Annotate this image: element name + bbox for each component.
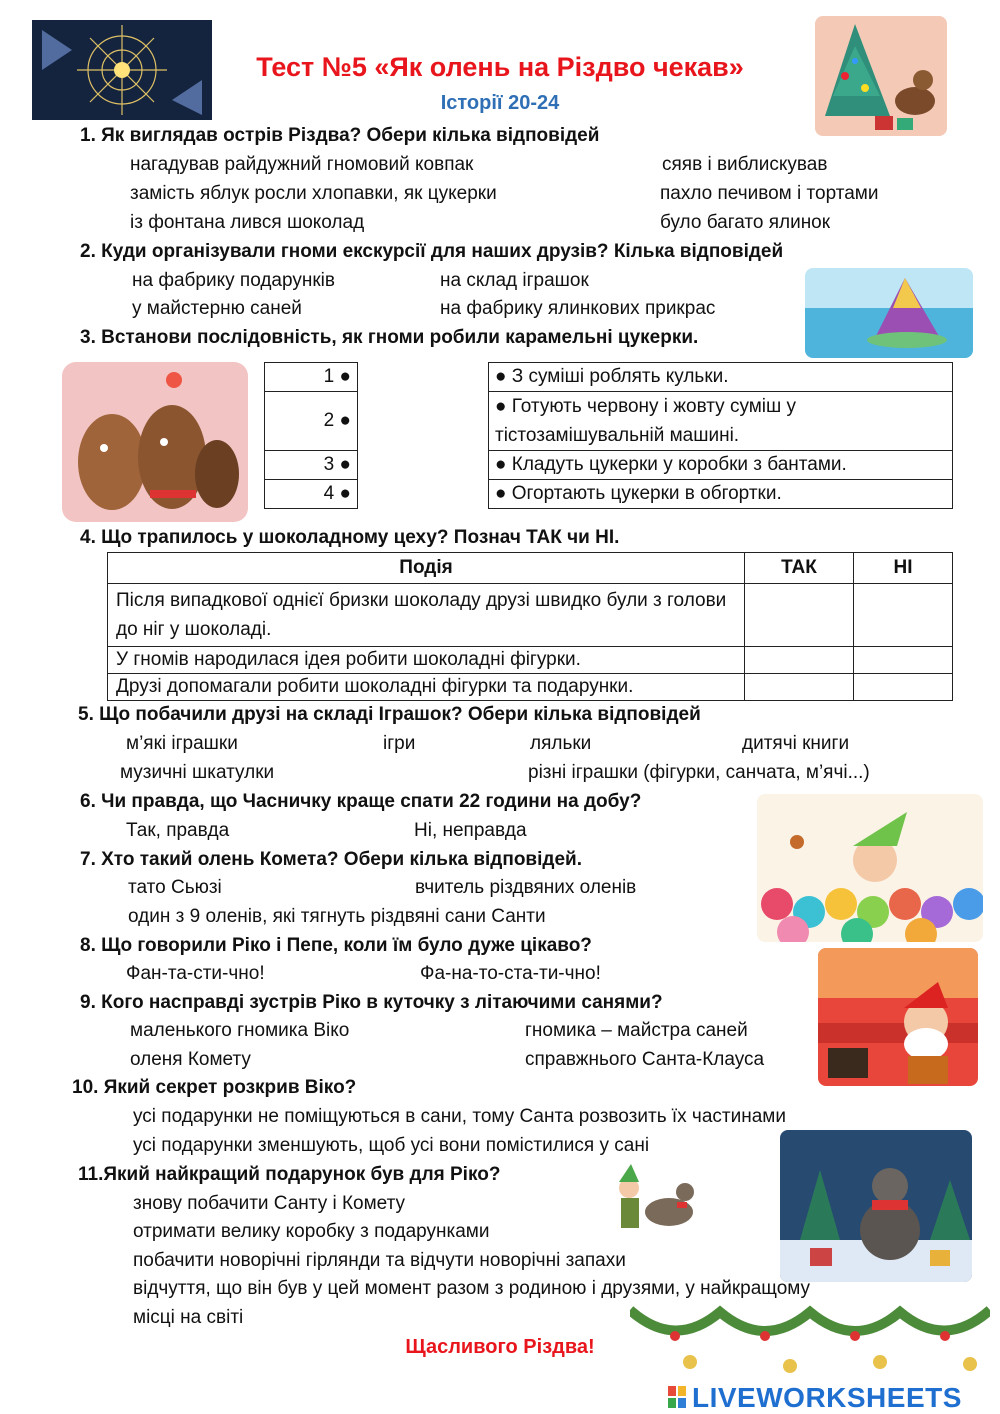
tf-row-2-yes[interactable] [745,647,854,674]
q8-option[interactable]: Фан-та-сти-чно! [126,963,265,984]
q5-option[interactable]: м’які іграшки [126,733,238,754]
q6-option[interactable]: Ні, неправда [414,820,527,841]
tf-header-no: НІ [854,553,953,584]
seq-right-4[interactable]: ● Огортають цукерки в обгортки. [489,480,953,509]
tf-row-1-yes[interactable] [745,584,854,647]
tf-row-1-text: Після випадкової однієї бризки шоколаду друзі швидко були з голови до ніг у шоколаді. [108,584,745,647]
seq-left-2[interactable]: 2 ● [265,392,358,451]
tf-header-event: Подія [108,553,745,584]
q2-option[interactable]: у майстерню саней [132,298,302,319]
q5-option[interactable]: різні іграшки (фігурки, санчата, м’ячі...) [528,762,870,783]
q9-option[interactable]: гномика – майстра саней [525,1020,748,1041]
liveworksheets-logo-icon [668,1386,686,1408]
q11-option[interactable]: знову побачити Санту і Комету [133,1193,406,1214]
q5-option[interactable]: ігри [383,733,416,754]
q7-option[interactable]: один з 9 оленів, які тягнуть різдвяні сани Санти [128,906,546,927]
question-7: 7. Хто такий олень Комета? Обери кілька відповідей. [80,849,582,870]
q2-option[interactable]: на фабрику подарунків [132,270,335,291]
tf-row-3-yes[interactable] [745,674,854,701]
sequence-table [264,362,953,509]
q1-option[interactable]: пахло печивом і тортами [660,183,879,204]
q10-option[interactable]: усі подарунки не поміщуються в сани, тому Санта розвозить їх частинами [133,1106,786,1127]
seq-left-4[interactable]: 4 ● [265,480,358,509]
q10-option[interactable]: усі подарунки зменшують, щоб усі вони помістилися у сані [133,1135,650,1156]
question-10: 10. Який секрет розкрив Віко? [72,1077,357,1098]
q1-option[interactable]: із фонтана лився шоколад [130,212,365,233]
question-1: 1. Як виглядав острів Різдва? Обери кілька відповідей [80,125,600,146]
liveworksheets-brand[interactable]: LIVEWORKSHEETS [692,1382,962,1413]
q1-option[interactable]: замість яблук росли хлопавки, як цукерки [130,183,497,204]
tf-row-3-text: Друзі допомагали робити шоколадні фігурки та подарунки. [108,674,745,701]
gnome-sleeping-image [757,794,983,942]
seq-right-1[interactable]: ● З суміші роблять кульки. [489,363,953,392]
tf-row-3-no[interactable] [854,674,953,701]
q1-option[interactable]: було багато ялинок [660,212,831,233]
seq-gap [358,363,489,509]
q9-option[interactable]: маленького гномика Віко [130,1020,350,1041]
deer-friends-image [62,362,248,522]
question-6: 6. Чи правда, що Часничку краще спати 22 години на добу? [80,791,642,812]
q11-option-continuation: місці на світі [133,1307,244,1328]
q7-option[interactable]: тато Сьюзі [128,877,222,898]
q1-option[interactable]: нагадував райдужний гномовий ковпак [130,154,474,175]
tf-row-1-no[interactable] [854,584,953,647]
seq-left-1[interactable]: 1 ● [265,363,358,392]
island-image [805,268,973,358]
page-subtitle: Історії 20-24 [440,92,560,114]
seq-right-3[interactable]: ● Кладуть цукерки у коробки з бантами. [489,451,953,480]
santa-workshop-image [818,948,978,1086]
q11-option[interactable]: побачити новорічні гірлянди та відчути новорічні запахи [133,1250,626,1271]
q2-option[interactable]: на склад іграшок [440,270,589,291]
question-3: 3. Встанови послідовність, як гноми робили карамельні цукерки. [80,327,699,348]
seq-right-2[interactable]: ● Готують червону і жовту суміш у тістозамішувальній машині. [489,392,953,451]
q5-option[interactable]: ляльки [530,733,592,754]
q2-option[interactable]: на фабрику ялинкових прикрас [440,298,716,319]
question-11: 11.Який найкращий подарунок був для Ріко? [78,1164,501,1185]
q11-option[interactable]: отримати велику коробку з подарунками [133,1221,490,1242]
seq-left-3[interactable]: 3 ● [265,451,358,480]
q9-option[interactable]: справжнього Санта-Клауса [525,1049,765,1070]
q9-option[interactable]: оленя Комету [130,1049,251,1070]
q6-option[interactable]: Так, правда [126,820,230,841]
q7-option[interactable]: вчитель різдвяних оленів [415,877,637,898]
q1-option[interactable]: сяяв і виблискував [662,154,828,175]
gnome-deer-image [593,1162,705,1240]
question-4: 4. Що трапилось у шоколадному цеху? Познач ТАК чи НІ. [80,527,620,548]
tf-header-yes: ТАК [745,553,854,584]
q5-option[interactable]: музичні шкатулки [120,762,275,783]
q11-option[interactable]: відчуття, що він був у цей момент разом з родиною і друзями, у найкращому [133,1278,811,1299]
q8-option[interactable]: Фа-на-то-ста-ти-чно! [420,963,601,984]
page-title: Тест №5 «Як олень на Різдво чекав» [256,52,744,82]
night-deer-image [780,1130,972,1282]
question-9: 9. Кого насправді зустрів Ріко в куточку з літаючими санями? [80,992,663,1013]
question-8: 8. Що говорили Ріко і Пепе, коли їм було дуже цікаво? [80,935,592,956]
tf-row-2-text: У гномів народилася ідея робити шоколадні фігурки. [108,647,745,674]
tf-row-2-no[interactable] [854,647,953,674]
greeting: Щасливого Різдва! [405,1336,595,1358]
q5-option[interactable]: дитячі книги [742,733,850,754]
true-false-table [107,552,953,701]
question-5: 5. Що побачили друзі на складі Іграшок? Обери кілька відповідей [78,704,701,725]
question-2: 2. Куди організували гноми екскурсії для наших друзів? Кілька відповідей [80,241,784,262]
